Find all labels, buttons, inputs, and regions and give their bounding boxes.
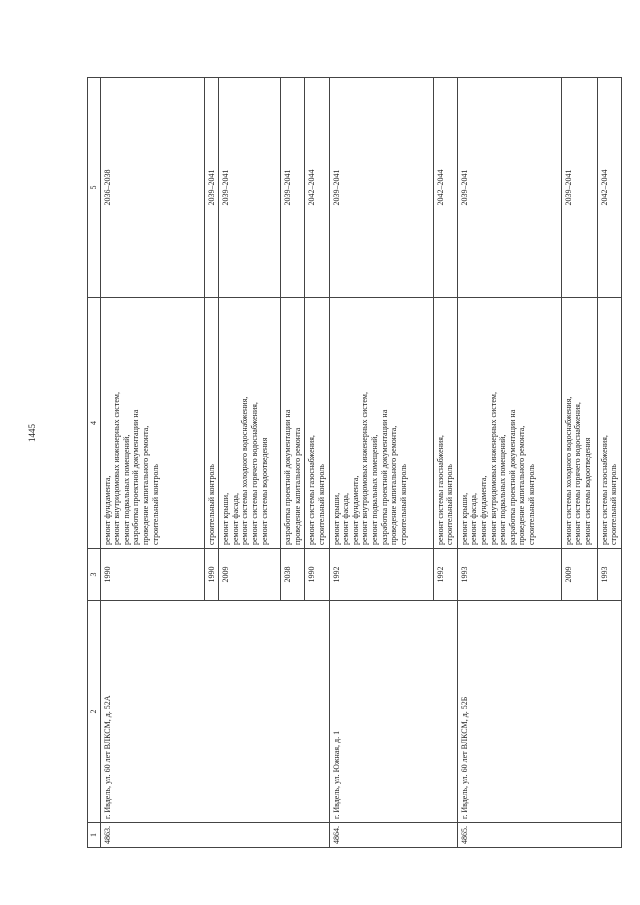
- row-year: 1990: [100, 549, 204, 601]
- work-item: ремонт фасада,: [230, 493, 240, 545]
- row-period: 2042–2044: [305, 78, 329, 298]
- row-number: 4865.: [457, 823, 621, 848]
- row-period: 2039–2041: [561, 78, 597, 298]
- work-item: ремонт фундамента,: [350, 475, 360, 545]
- work-item: ремонт системы водоотведения: [259, 437, 269, 545]
- row-works: [204, 298, 219, 549]
- work-item: ремонт крыши,: [459, 492, 469, 545]
- work-item: проведение капитального ремонта,: [517, 425, 527, 545]
- page-number: 1445: [27, 424, 37, 442]
- row-year: 1990: [204, 549, 219, 601]
- work-item: ремонт системы водоотведения: [582, 437, 592, 545]
- work-item: ремонт системы горячего водоснабжения,: [249, 402, 259, 545]
- row-works: [100, 298, 204, 549]
- row-year: 1990: [305, 549, 329, 601]
- work-item: ремонт фундамента,: [478, 475, 488, 545]
- row-year: 2009: [561, 549, 597, 601]
- work-item: проведение капитального ремонта,: [389, 425, 399, 545]
- work-item: ремонт подвальных помещений,: [369, 434, 379, 545]
- work-item: ремонт внутридомовых инженерных систем,: [360, 392, 370, 545]
- row-period: 2042–2044: [597, 78, 621, 298]
- header-col-5: 5: [88, 78, 101, 298]
- header-col-3: 3: [88, 549, 101, 601]
- work-item: разработка проектной документации на: [283, 409, 293, 545]
- work-item: ремонт системы газоснабжения,: [599, 435, 609, 545]
- header-col-1: 1: [88, 823, 101, 848]
- row-address: г. Ивдель, ул. 60 лет ВЛКСМ, д. 52Б: [457, 601, 621, 823]
- work-item: разработка проектной документации на: [131, 409, 141, 545]
- row-year: 1992: [433, 549, 457, 601]
- work-item: ремонт подвальных помещений,: [498, 434, 508, 545]
- table-row: [457, 78, 561, 848]
- work-item: строительный контроль: [316, 464, 326, 545]
- capital-repair-table: [87, 77, 622, 848]
- work-item: ремонт системы газоснабжения,: [435, 435, 445, 545]
- work-item: ремонт системы холодного водоснабжения,: [240, 396, 250, 545]
- work-item: строительный контроль: [398, 464, 408, 545]
- row-works: [305, 298, 329, 549]
- row-address: г. Ивдель, ул. Южная, д. 1: [329, 601, 457, 823]
- row-year: 2038: [281, 549, 305, 601]
- work-item: строительный контроль: [150, 464, 160, 545]
- work-item: ремонт фундамента,: [102, 475, 112, 545]
- row-year: 1992: [329, 549, 433, 601]
- work-item: ремонт фасада,: [469, 493, 479, 545]
- row-works: [561, 298, 597, 549]
- row-address: г. Ивдель, ул. 60 лет ВЛКСМ, д. 52А: [100, 601, 329, 823]
- work-item: ремонт фасада,: [341, 493, 351, 545]
- table-row: [329, 78, 433, 848]
- row-works: [329, 298, 433, 549]
- work-item: ремонт подвальных помещений,: [121, 434, 131, 545]
- header-row: [88, 78, 101, 848]
- row-number: 4863.: [100, 823, 329, 848]
- row-period: 2036–2038: [100, 78, 204, 298]
- row-period: 2042–2044: [433, 78, 457, 298]
- row-works: [281, 298, 305, 549]
- row-period: 2039–2041: [204, 78, 219, 298]
- row-period: 2039–2041: [457, 78, 561, 298]
- work-item: проведение капитального ремонта: [292, 427, 302, 545]
- row-works: [457, 298, 561, 549]
- row-works: [597, 298, 621, 549]
- work-item: строительный контроль: [445, 464, 455, 545]
- work-item: разработка проектной документации на: [379, 409, 389, 545]
- work-item: строительный контроль: [609, 464, 619, 545]
- work-item: проведение капитального ремонта,: [140, 425, 150, 545]
- table-frame: [87, 78, 619, 848]
- work-item: разработка проектной документации на: [507, 409, 517, 545]
- header-col-2: 2: [88, 601, 101, 823]
- work-item: строительный контроль: [526, 464, 536, 545]
- rotated-table-container: [87, 78, 619, 848]
- row-period: 2039–2041: [281, 78, 305, 298]
- work-item: ремонт внутридомовых инженерных систем,: [112, 392, 122, 545]
- row-works: [433, 298, 457, 549]
- work-item: ремонт крыши,: [221, 492, 231, 545]
- table-row: [100, 78, 204, 848]
- header-col-4: 4: [88, 298, 101, 549]
- row-year: 1993: [597, 549, 621, 601]
- work-item: ремонт внутридомовых инженерных систем,: [488, 392, 498, 545]
- row-number: 4864.: [329, 823, 457, 848]
- work-item: строительный контроль: [206, 464, 216, 545]
- row-period: 2039–2041: [219, 78, 281, 298]
- row-year: 2009: [219, 549, 281, 601]
- work-item: ремонт крыши,: [331, 492, 341, 545]
- row-works: [219, 298, 281, 549]
- work-item: ремонт системы газоснабжения,: [307, 435, 317, 545]
- row-year: 1993: [457, 549, 561, 601]
- work-item: ремонт системы горячего водоснабжения,: [573, 402, 583, 545]
- work-item: ремонт системы холодного водоснабжения,: [563, 396, 573, 545]
- row-period: 2039–2041: [329, 78, 433, 298]
